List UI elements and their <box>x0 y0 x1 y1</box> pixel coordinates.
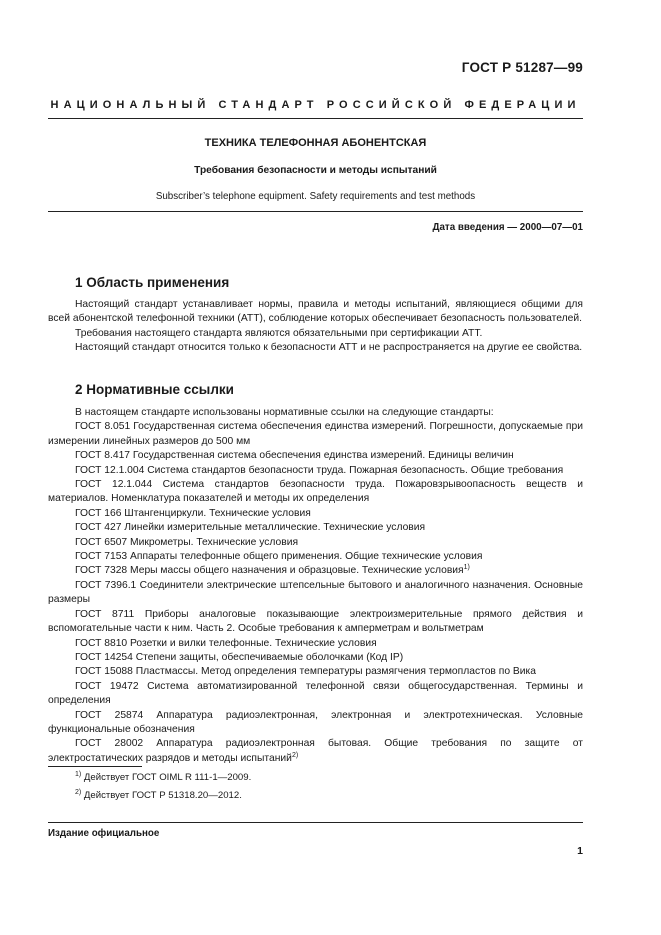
footnote-text: Действует ГОСТ Р 51318.20—2012. <box>83 790 242 801</box>
top-divider <box>48 118 583 119</box>
reference-item: ГОСТ 8711 Приборы аналоговые показывающие электроизмерительные прямого действия и вспомогательные части к ним. Часть 2. Особые требования к амперметрам и вольтметрам <box>48 608 583 635</box>
english-title: Subscriber’s telephone equipment. Safety requirements and test methods <box>155 191 476 202</box>
page-number: 1 <box>577 845 583 857</box>
footnote-divider <box>48 766 142 767</box>
reference-item: ГОСТ 166 Штангенциркули. Технические условия <box>75 507 311 519</box>
paragraph: В настоящем стандарте использованы нормативные ссылки на следующие стандарты: <box>75 407 494 418</box>
edition-label: Издание официальное <box>48 828 160 839</box>
reference-item <box>48 564 583 578</box>
reference-item: ГОСТ 6507 Микрометры. Технические условия <box>75 536 299 548</box>
national-standard-banner: НАЦИОНАЛЬНЫЙ СТАНДАРТ РОССИЙСКОЙ ФЕДЕРАЦИИ <box>50 99 581 111</box>
title-divider <box>48 211 583 212</box>
section-2-heading: 2 Нормативные ссылки <box>75 382 234 397</box>
footnote <box>75 787 251 805</box>
footnote <box>75 769 251 787</box>
reference-item: ГОСТ 14254 Степени защиты, обеспечиваемые оболочками (Код IP) <box>75 651 404 663</box>
section-2-body <box>48 406 583 766</box>
footnote-mark: 1) <box>463 564 470 572</box>
reference-item: ГОСТ 8.051 Государственная система обеспечения единства измерений. Погрешности, допускаемые при измерении линейных размеров до 500 мм <box>48 421 583 447</box>
reference-item <box>48 737 583 766</box>
introduction-date: Дата введения — 2000—07—01 <box>432 222 583 233</box>
footnotes <box>75 769 251 805</box>
reference-item: ГОСТ 8810 Розетки и вилки телефонные. Технические условия <box>75 637 377 649</box>
footnote-mark: 2) <box>291 751 299 759</box>
document-title: ТЕХНИКА ТЕЛЕФОННАЯ АБОНЕНТСКАЯ <box>204 137 427 149</box>
bottom-divider <box>48 822 583 823</box>
reference-item: ГОСТ 12.1.044 Система стандартов безопасности труда. Пожаровзрывоопасность веществ и материалов. Номенклатура показателей и методы их определения <box>48 479 583 505</box>
reference-item: ГОСТ 427 Линейки измерительные металлические. Технические условия <box>75 522 426 534</box>
reference-item: ГОСТ 19472 Система автоматизированной телефонной связи общегосударственная. Термины и определения <box>48 680 583 707</box>
paragraph: Настоящий стандарт относится только к безопасности АТТ и не распространяется на другие ее свойства. <box>75 342 583 354</box>
document-subtitle: Требования безопасности и методы испытаний <box>194 165 437 176</box>
reference-text: ГОСТ 7328 Меры массы общего назначения и образцовые. Технические условия <box>75 565 464 577</box>
reference-item: ГОСТ 12.1.004 Система стандартов безопасности труда. Пожарная безопасность. Общие требования <box>75 464 564 476</box>
reference-item: ГОСТ 15088 Пластмассы. Метод определения температуры размягчения термопластов по Вика <box>75 666 536 678</box>
paragraph: Настоящий стандарт устанавливает нормы, правила и методы испытаний, являющиеся общими для всей абонентской телефонной техники (АТТ), соблюдение которых обеспечивает безопасность пользователей. <box>48 299 583 325</box>
paragraph: Требования настоящего стандарта являются обязательными при сертификации АТТ. <box>75 327 483 339</box>
reference-item: ГОСТ 8.417 Государственная система обеспечения единства измерений. Единицы величин <box>75 450 514 462</box>
footnote-mark: 1) <box>75 771 82 778</box>
reference-item: ГОСТ 25874 Аппаратура радиоэлектронная, электронная и электротехническая. Условные функциональные обозначения <box>48 709 583 735</box>
footnote-text: Действует ГОСТ OIML R 111-1—2009. <box>83 772 252 783</box>
reference-item: ГОСТ 7153 Аппараты телефонные общего применения. Общие технические условия <box>75 551 483 563</box>
gost-code: ГОСТ Р 51287—99 <box>461 60 583 75</box>
reference-item: ГОСТ 7396.1 Соединители электрические штепсельные бытового и аналогичного назначения. Основные размеры <box>48 579 583 606</box>
section-1-heading: 1 Область применения <box>75 275 230 290</box>
footnote-mark: 2) <box>75 789 82 796</box>
reference-text: ГОСТ 28002 Аппаратура радиоэлектронная бытовая. Общие требования по защите от электростатических разрядов и методы испытаний <box>48 738 583 764</box>
section-1-body <box>48 298 583 356</box>
